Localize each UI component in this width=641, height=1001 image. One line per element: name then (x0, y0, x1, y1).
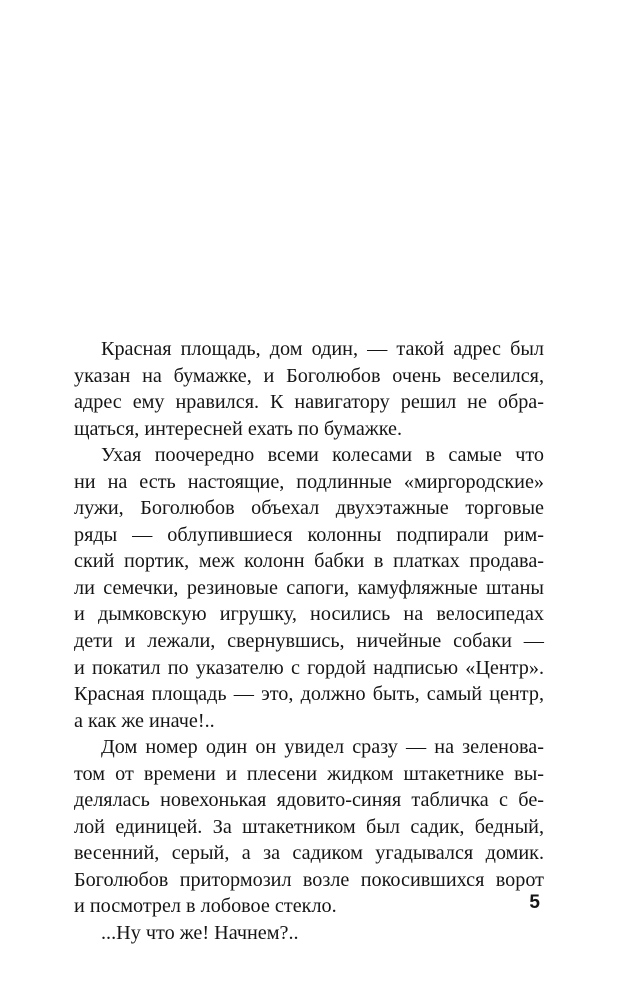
paragraph-1 (74, 336, 544, 442)
paragraph-3 (74, 734, 544, 920)
text-line: делялась новехонькая ядовито-синяя табличка с бе- (74, 789, 544, 812)
text-line: и дымковскую игрушку, носились на велосипедах (74, 603, 544, 626)
text-line: ли семечки, резиновые сапоги, камуфляжные штаны (74, 576, 544, 599)
text-line: Красная площадь — это, должно быть, самый центр, (74, 683, 544, 706)
text-line: Ухая поочередно всеми колесами в самые что (101, 444, 544, 467)
text-line: ни на есть настоящие, подлинные «миргородские» (74, 470, 544, 493)
text-line: и покатил по указателю с гордой надписью «Центр». (74, 656, 544, 679)
text-line: лой единицей. За штакетником был садик, бедный, (74, 815, 544, 838)
text-line: весенний, серый, а за садиком угадывался домик. (74, 842, 544, 865)
text-line: Красная площадь, дом один, — такой адрес был (101, 338, 544, 360)
text-line: ...Ну что же! Начнем?.. (101, 922, 299, 945)
text-line: Дом номер один он увидел сразу — на зеленова- (101, 736, 544, 759)
text-line: дети и лежали, свернувшись, ничейные собаки — (74, 630, 544, 653)
text-line: указан на бумажке, и Боголюбов очень веселился, (74, 364, 544, 387)
text-line: а как же иначе!.. (74, 709, 215, 732)
body-text (74, 336, 544, 947)
text-line: и посмотрел в лобовое стекло. (74, 895, 337, 918)
paragraph-4 (74, 920, 544, 947)
paragraph-2 (74, 442, 544, 734)
text-line: адрес ему нравился. К навигатору решил не обра- (74, 391, 544, 414)
page-number: 5 (529, 892, 540, 913)
text-line: том от времени и плесени жидком штакетнике вы- (74, 762, 544, 785)
text-line: щаться, интересней ехать по бумажке. (74, 417, 403, 440)
text-line: лужи, Боголюбов объехал двухэтажные торговые (74, 497, 544, 520)
text-line: Боголюбов притормозил возле покосившихся ворот (74, 868, 544, 891)
text-line: ский портик, меж колонн бабки в платках продава- (74, 550, 544, 573)
text-line: ряды — облупившиеся колонны подпирали рим- (74, 523, 544, 546)
